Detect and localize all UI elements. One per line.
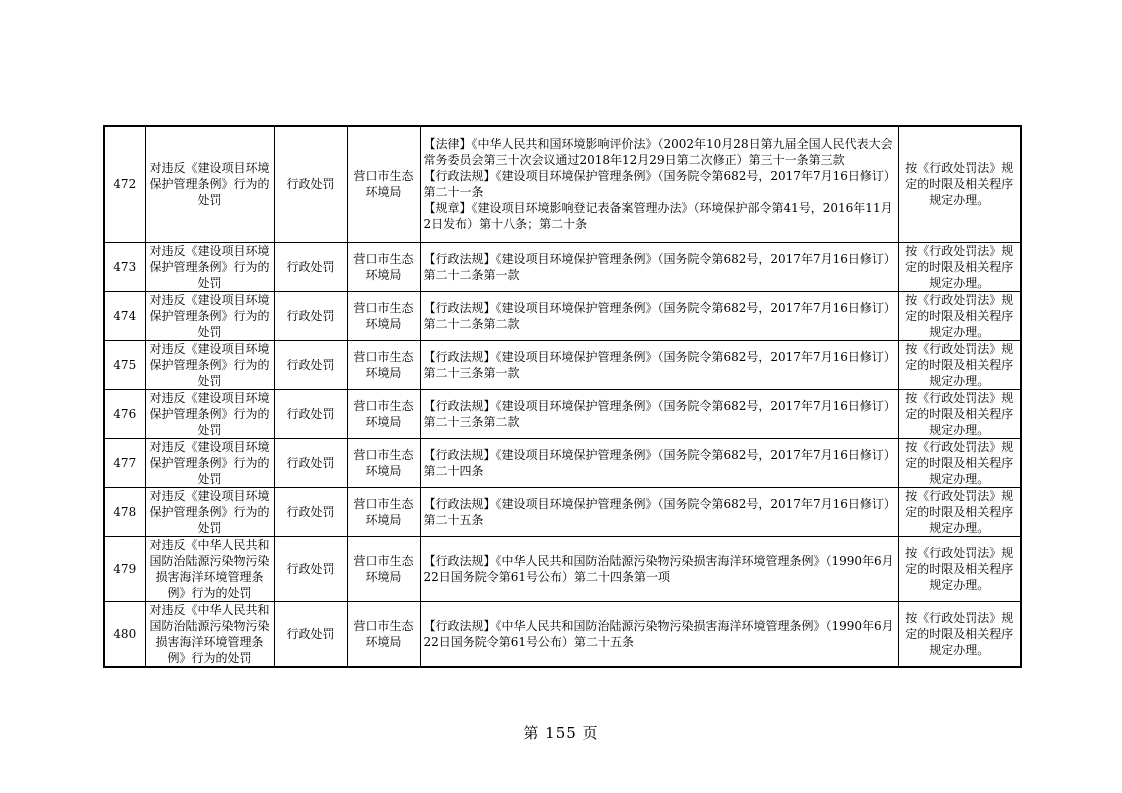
legal-basis: 【行政法规】《建设项目环境保护管理条例》（国务院令第682号，2017年7月16日修订）第二十四条	[420, 438, 898, 487]
row-number: 478	[104, 487, 145, 536]
item-name: 对违反《建设项目环境保护管理条例》行为的处罚	[145, 242, 274, 291]
responsible-org: 营口市生态环境局	[347, 389, 420, 438]
table-row	[104, 487, 1021, 536]
item-name: 对违反《建设项目环境保护管理条例》行为的处罚	[145, 291, 274, 340]
item-type: 行政处罚	[274, 340, 347, 389]
legal-basis: 【行政法规】《建设项目环境保护管理条例》（国务院令第682号，2017年7月16日修订）第二十三条第一款	[420, 340, 898, 389]
item-type: 行政处罚	[274, 126, 347, 242]
page-number: 第 155 页	[523, 724, 599, 742]
responsible-org: 营口市生态环境局	[347, 242, 420, 291]
item-name: 对违反《建设项目环境保护管理条例》行为的处罚	[145, 389, 274, 438]
procedure: 按《行政处罚法》规定的时限及相关程序规定办理。	[898, 126, 1021, 242]
item-type: 行政处罚	[274, 601, 347, 667]
table-row	[104, 389, 1021, 438]
procedure: 按《行政处罚法》规定的时限及相关程序规定办理。	[898, 601, 1021, 667]
responsible-org: 营口市生态环境局	[347, 438, 420, 487]
basis-rule: 【规章】《建设项目环境影响登记表备案管理办法》（环境保护部令第41号，2016年11月2日发布）第十八条；第二十条	[423, 201, 893, 232]
responsible-org: 营口市生态环境局	[347, 487, 420, 536]
row-number: 475	[104, 340, 145, 389]
table-row	[104, 536, 1021, 601]
table-row	[104, 126, 1021, 242]
row-number: 479	[104, 536, 145, 601]
responsible-org: 营口市生态环境局	[347, 126, 420, 242]
item-type: 行政处罚	[274, 389, 347, 438]
procedure: 按《行政处罚法》规定的时限及相关程序规定办理。	[898, 438, 1021, 487]
legal-basis: 【行政法规】《中华人民共和国防治陆源污染物污染损害海洋环境管理条例》（1990年6月22日国务院令第61号公布）第二十五条	[420, 601, 898, 667]
procedure: 按《行政处罚法》规定的时限及相关程序规定办理。	[898, 242, 1021, 291]
basis-law: 【法律】《中华人民共和国环境影响评价法》（2002年10月28日第九届全国人民代表大会常务委员会第三十次会议通过2018年12月29日第二次修正）第三十一条第三款	[423, 137, 893, 168]
table-row	[104, 340, 1021, 389]
item-type: 行政处罚	[274, 536, 347, 601]
table-row	[104, 438, 1021, 487]
procedure: 按《行政处罚法》规定的时限及相关程序规定办理。	[898, 487, 1021, 536]
item-name: 对违反《建设项目环境保护管理条例》行为的处罚	[145, 340, 274, 389]
item-name: 对违反《建设项目环境保护管理条例》行为的处罚	[145, 126, 274, 242]
procedure: 按《行政处罚法》规定的时限及相关程序规定办理。	[898, 536, 1021, 601]
row-number: 472	[104, 126, 145, 242]
row-number: 477	[104, 438, 145, 487]
row-number: 474	[104, 291, 145, 340]
row-number: 476	[104, 389, 145, 438]
legal-basis: 【行政法规】《建设项目环境保护管理条例》（国务院令第682号，2017年7月16日修订）第二十五条	[420, 487, 898, 536]
item-name: 对违反《中华人民共和国防治陆源污染物污染损害海洋环境管理条例》行为的处罚	[145, 536, 274, 601]
penalty-table	[103, 125, 1022, 668]
item-type: 行政处罚	[274, 242, 347, 291]
item-type: 行政处罚	[274, 438, 347, 487]
responsible-org: 营口市生态环境局	[347, 291, 420, 340]
item-name: 对违反《建设项目环境保护管理条例》行为的处罚	[145, 487, 274, 536]
responsible-org: 营口市生态环境局	[347, 601, 420, 667]
penalty-table-body	[104, 126, 1021, 667]
table-row	[104, 242, 1021, 291]
table-row	[104, 601, 1021, 667]
row-number: 480	[104, 601, 145, 667]
basis-regulation: 【行政法规】《建设项目环境保护管理条例》（国务院令第682号，2017年7月16日修订）第二十一条	[423, 169, 890, 200]
legal-basis: 【行政法规】《建设项目环境保护管理条例》（国务院令第682号，2017年7月16日修订）第二十三条第二款	[420, 389, 898, 438]
responsible-org: 营口市生态环境局	[347, 536, 420, 601]
legal-basis: 【行政法规】《中华人民共和国防治陆源污染物污染损害海洋环境管理条例》（1990年6月22日国务院令第61号公布）第二十四条第一项	[420, 536, 898, 601]
procedure: 按《行政处罚法》规定的时限及相关程序规定办理。	[898, 389, 1021, 438]
item-name: 对违反《中华人民共和国防治陆源污染物污染损害海洋环境管理条例》行为的处罚	[145, 601, 274, 667]
table-row	[104, 291, 1021, 340]
legal-basis: 【行政法规】《建设项目环境保护管理条例》（国务院令第682号，2017年7月16日修订）第二十二条第一款	[420, 242, 898, 291]
item-name: 对违反《建设项目环境保护管理条例》行为的处罚	[145, 438, 274, 487]
legal-basis: 【行政法规】《建设项目环境保护管理条例》（国务院令第682号，2017年7月16日修订）第二十二条第二款	[420, 291, 898, 340]
item-type: 行政处罚	[274, 487, 347, 536]
item-type: 行政处罚	[274, 291, 347, 340]
legal-basis	[420, 126, 898, 242]
responsible-org: 营口市生态环境局	[347, 340, 420, 389]
procedure: 按《行政处罚法》规定的时限及相关程序规定办理。	[898, 340, 1021, 389]
procedure: 按《行政处罚法》规定的时限及相关程序规定办理。	[898, 291, 1021, 340]
row-number: 473	[104, 242, 145, 291]
